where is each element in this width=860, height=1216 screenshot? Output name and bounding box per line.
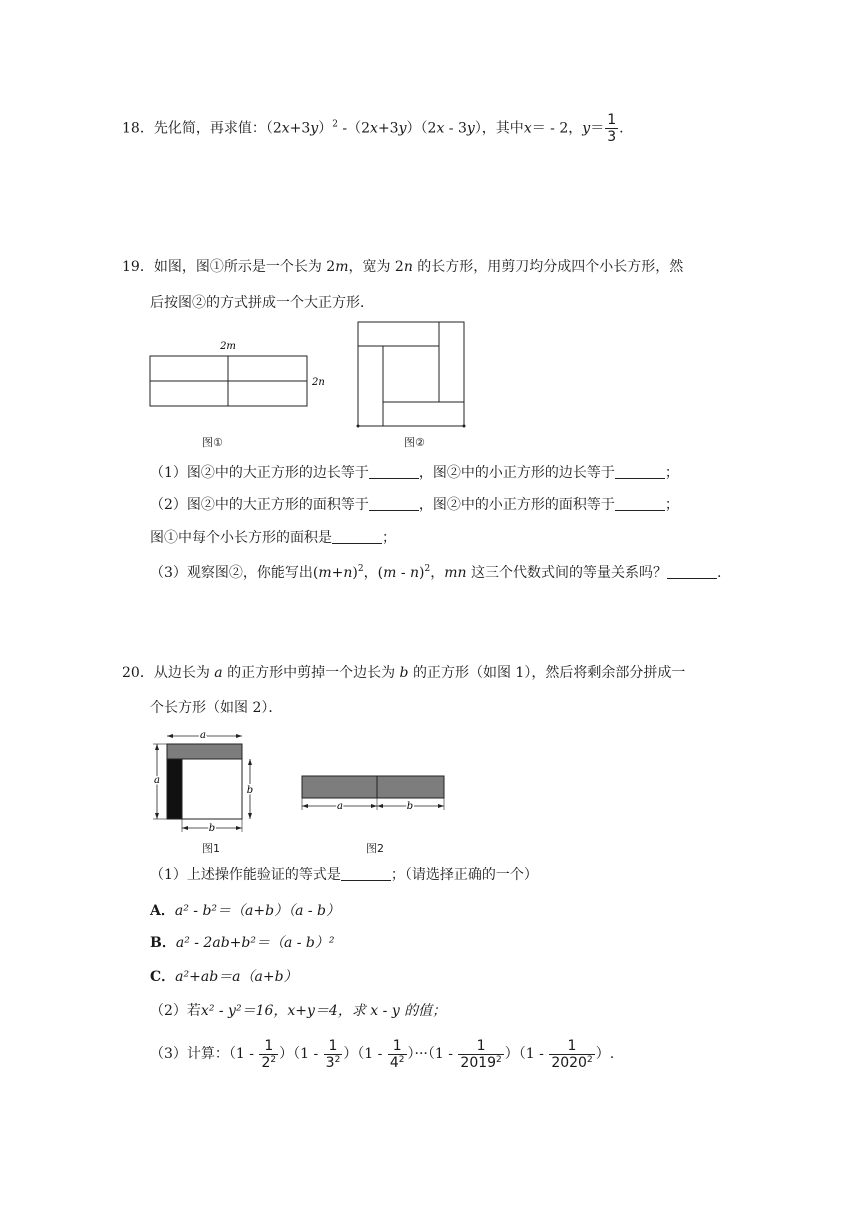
q19-text: ； <box>664 465 679 481</box>
q19-text: 这三个代数式间的等量关系吗？ <box>466 565 667 581</box>
q20-option-a[interactable] <box>150 900 340 922</box>
fraction <box>549 1038 594 1071</box>
var-x: x <box>370 120 378 137</box>
fig2-label-b: b <box>406 801 414 812</box>
q18-text: ＝ - 2， <box>531 120 583 137</box>
numerator: 1 <box>567 1037 577 1054</box>
q20-figure-2 <box>296 768 448 814</box>
var-n: n <box>343 565 353 581</box>
option-a-label: A． <box>150 903 175 919</box>
fraction <box>259 1038 278 1071</box>
q19-text: + <box>331 565 344 581</box>
q19-part2b <box>150 527 396 549</box>
fraction <box>458 1038 503 1071</box>
q19-text: ，宽为 2 <box>348 259 404 275</box>
q19-text: ) <box>419 565 425 581</box>
q20-fig1-caption: 图1 <box>202 842 220 855</box>
var-x: x <box>436 120 445 137</box>
denominator <box>259 1054 278 1071</box>
var-y: y <box>582 120 591 137</box>
q20-part2 <box>150 1000 446 1022</box>
q20-number: 20． <box>122 665 154 681</box>
answer-blank[interactable] <box>615 464 665 479</box>
q20-part3 <box>150 1034 614 1074</box>
var-x: x <box>281 120 290 137</box>
q20-text: ）. <box>595 1046 615 1062</box>
numerator: 1 <box>328 1037 338 1054</box>
q20-text: 的正方形中剪掉一个边长为 <box>222 665 396 681</box>
q19-text: 图①中每个小长方形的面积是 <box>150 530 332 546</box>
q18-number: 18． <box>122 120 154 137</box>
var-n: n <box>403 259 413 275</box>
denominator <box>324 1054 343 1071</box>
q20-text: ）（1 - <box>343 1046 387 1062</box>
answer-blank[interactable] <box>341 866 391 881</box>
q20-text: ；（请选择正确的一个） <box>390 867 538 883</box>
q19-text: 的长方形，用剪刀均分成四个小长方形，然 <box>412 259 684 275</box>
var-m: m <box>335 259 349 275</box>
q18-text: -（2 <box>337 120 371 137</box>
q19-line1 <box>122 256 683 278</box>
q19-part1 <box>150 462 679 484</box>
q20-figure-1 <box>146 724 266 836</box>
q19-figure-1 <box>140 335 340 415</box>
q19-part2 <box>150 494 679 516</box>
q18-text: ＝ <box>590 120 605 137</box>
var-x: x <box>523 120 532 137</box>
q18-text: +3 <box>377 120 399 137</box>
var-y: y <box>310 120 319 137</box>
fig1-label-b-right: b <box>246 785 254 796</box>
fraction <box>324 1038 343 1071</box>
exponent: 2 <box>424 564 431 574</box>
exponent: 2 <box>586 1054 593 1065</box>
q19-number: 19． <box>122 259 154 275</box>
q20-text: 的正方形（如图 1），然后将剩余部分拼成一 <box>408 665 686 681</box>
q20-fig2-caption: 图2 <box>366 842 384 855</box>
q19-line2 <box>150 292 374 314</box>
option-b-text: a² - 2ab+b²＝（a - b）² <box>175 935 335 951</box>
option-b-label: B． <box>150 935 176 951</box>
q19-text: （2）图②中的大正方形的面积等于 <box>150 497 369 513</box>
var-y: y <box>398 120 407 137</box>
fig1-label-a-top: a <box>200 730 206 741</box>
q19-text: 如图，图①所示是一个长为 2 <box>153 259 336 275</box>
q18-line <box>122 112 624 145</box>
q20-text: x² - y²＝16，x+y＝4，求 x - y 的值； <box>200 1003 447 1019</box>
q20-text: ）（1 - <box>504 1046 549 1062</box>
numerator: 1 <box>607 112 617 128</box>
q20-text: 个长方形（如图 2）． <box>150 700 283 716</box>
option-c-text: a²+ab＝a（a+b） <box>175 969 298 985</box>
q19-fig2-caption: 图② <box>404 436 425 449</box>
q19-text: ； <box>382 530 396 546</box>
exponent: 2 <box>270 1054 277 1065</box>
var-m: m <box>383 565 397 581</box>
q18-text: ） <box>318 120 333 137</box>
q19-part3 <box>150 562 721 584</box>
q18-text: +3 <box>289 120 311 137</box>
denominator <box>388 1054 407 1071</box>
exponent: 2 <box>496 1054 502 1065</box>
q19-text: ) <box>352 565 358 581</box>
q19-text: （3）观察图②，你能写出( <box>150 565 319 581</box>
q19-fig1-caption: 图① <box>202 436 223 449</box>
var-y: y <box>466 120 475 137</box>
option-c-label: C． <box>150 969 176 985</box>
q18-text: ）（2 <box>406 120 437 137</box>
q20-text: ）···（1 - <box>407 1046 458 1062</box>
exponent: 2 <box>334 1054 341 1065</box>
q18-text: ），其中 <box>474 120 524 137</box>
denominator <box>458 1054 503 1071</box>
q20-part1 <box>150 864 538 886</box>
q20-text: 从边长为 <box>153 665 210 681</box>
denominator-base: 2019 <box>460 1054 497 1071</box>
q20-line2 <box>150 697 282 719</box>
answer-blank[interactable] <box>369 496 419 511</box>
var-a: a <box>214 665 223 681</box>
fig1-label-b-bottom: b <box>208 823 216 834</box>
denominator <box>549 1054 594 1071</box>
denominator: 3 <box>607 129 617 145</box>
q19-text: ， <box>430 565 445 581</box>
q19-text: - <box>396 565 411 581</box>
denominator-base: 3 <box>325 1054 335 1071</box>
var-mn: mn <box>444 565 467 581</box>
q20-text: （2）若 <box>150 1003 201 1019</box>
var-b: b <box>399 665 409 681</box>
q19-text: ，图②中的小正方形的面积等于 <box>418 497 615 513</box>
option-a-text: a² - b²＝（a+b）（a - b） <box>174 903 341 919</box>
q20-text: （3）计算：（1 - <box>150 1046 259 1062</box>
var-n: n <box>410 565 420 581</box>
var-m: m <box>318 565 332 581</box>
fig1-label-2n: 2n <box>312 377 325 388</box>
denominator-base: 2 <box>261 1054 271 1071</box>
q20-option-b[interactable] <box>150 932 335 954</box>
q20-text: ）（1 - <box>279 1046 323 1062</box>
q19-text: 后按图②的方式拼成一个大正方形． <box>150 295 374 311</box>
q18-text: 先化简，再求值：（2 <box>153 120 282 137</box>
fig1-label-2m: 2m <box>220 341 236 352</box>
fraction <box>388 1038 407 1071</box>
answer-blank[interactable] <box>332 529 382 544</box>
q19-text: ，图②中的小正方形的边长等于 <box>418 465 615 481</box>
numerator: 1 <box>264 1037 274 1054</box>
q20-text: （1）上述操作能验证的等式是 <box>150 867 341 883</box>
fig1-label-a-left: a <box>154 775 160 786</box>
q20-option-c[interactable] <box>150 966 298 988</box>
q18-text: . <box>619 120 624 137</box>
numerator: 1 <box>392 1037 402 1054</box>
q19-text: . <box>717 565 722 581</box>
answer-blank[interactable] <box>667 564 717 579</box>
fraction-one-third <box>605 112 618 145</box>
fig2-label-a: a <box>337 801 343 812</box>
q19-text: ； <box>664 497 679 513</box>
denominator-base: 4 <box>389 1054 399 1071</box>
denominator-base: 2020 <box>551 1054 587 1071</box>
exponent: 2 <box>398 1054 405 1065</box>
q20-line1 <box>122 662 685 684</box>
q18-text: - 3 <box>444 120 467 137</box>
answer-blank[interactable] <box>615 496 665 511</box>
numerator: 1 <box>476 1037 486 1054</box>
q19-text: （1）图②中的大正方形的边长等于 <box>150 465 369 481</box>
answer-blank[interactable] <box>369 464 419 479</box>
exponent: 2 <box>357 564 364 574</box>
exponent: 2 <box>332 119 338 130</box>
q19-figure-2 <box>352 316 472 432</box>
q19-text: ，( <box>363 565 384 581</box>
